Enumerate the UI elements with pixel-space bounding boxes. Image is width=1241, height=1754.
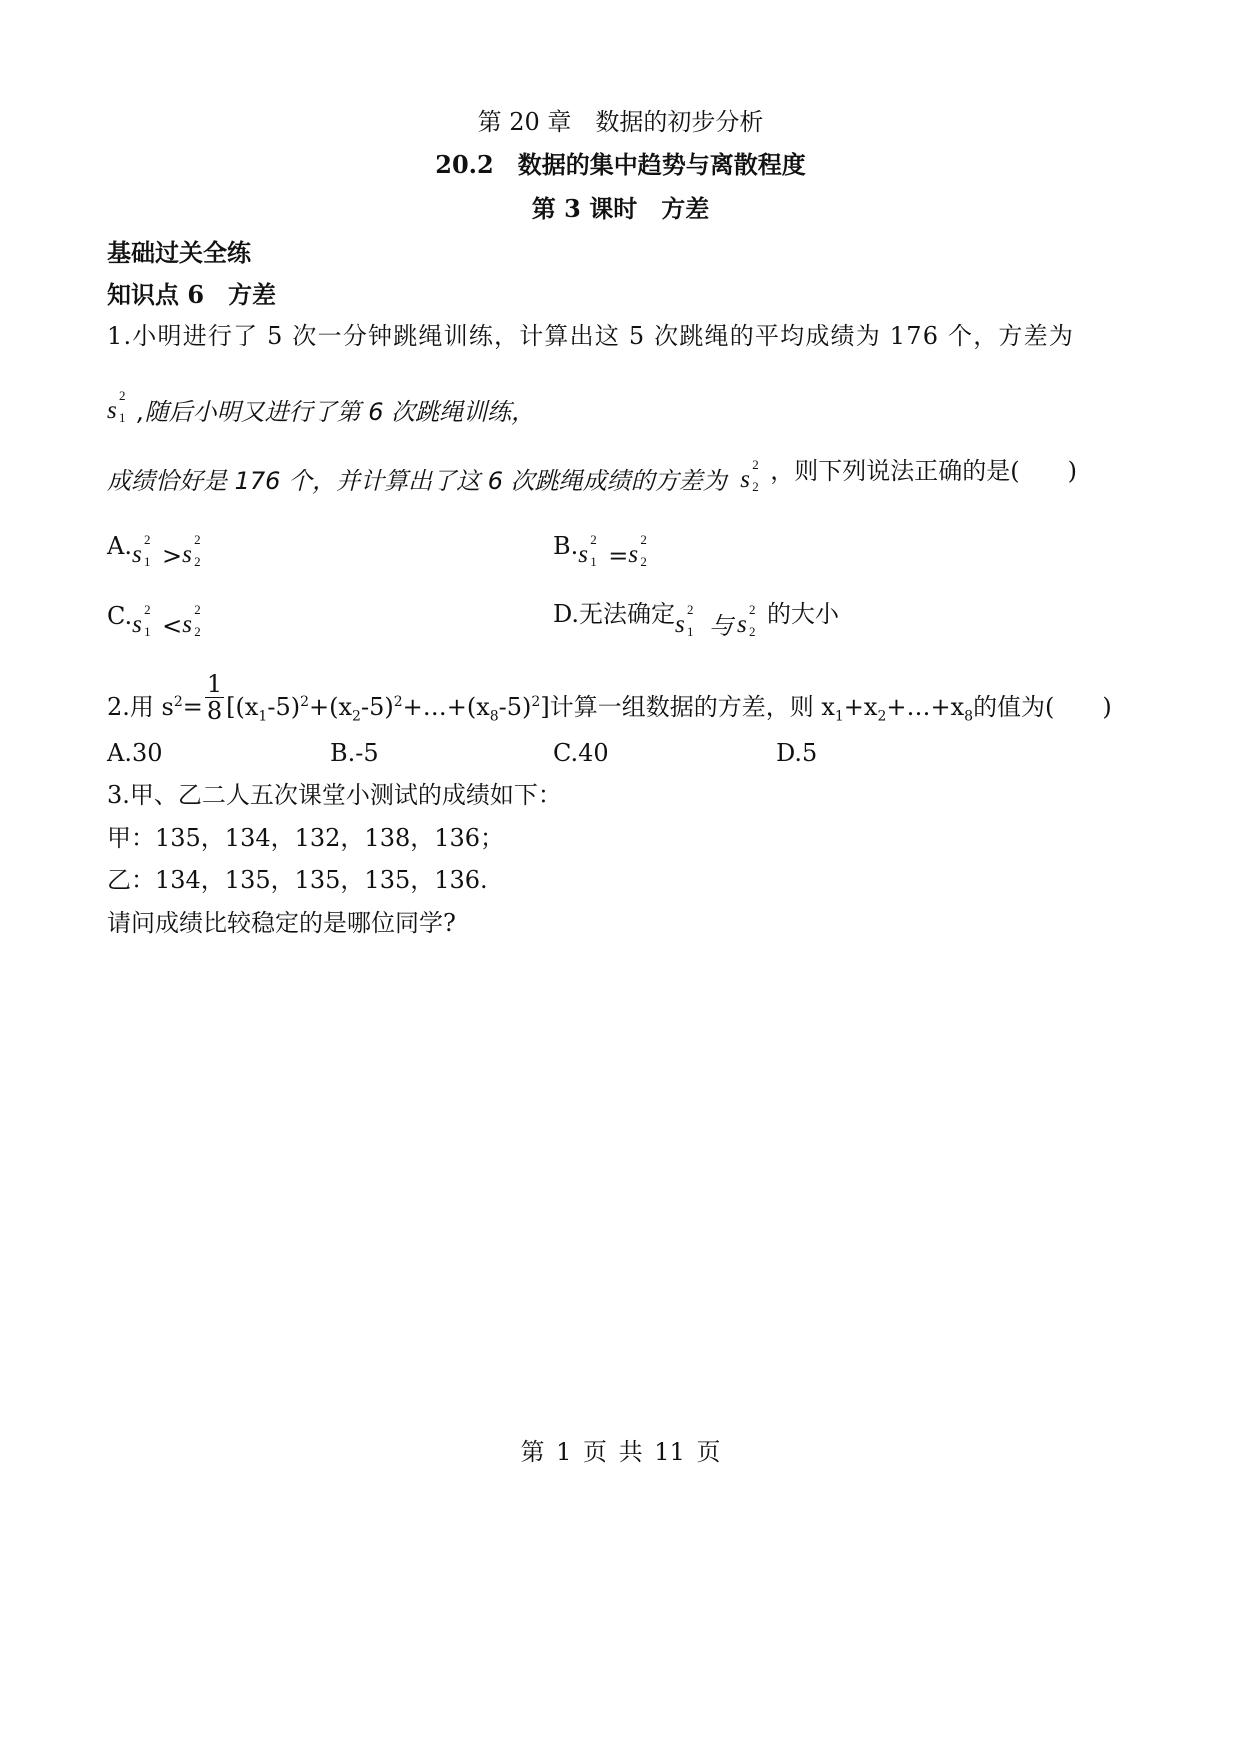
q3-yi-scores: 乙：134，135，135，135，136. [107,866,488,894]
page-footer: 第 1 页 共 11 页 [520,1438,721,1466]
lesson-title: 第 3 课时 方差 [531,194,710,223]
q1-line1: 1.小明进行了 5 次一分钟跳绳训练，计算出这 5 次跳绳的平均成绩为 176 个，方差为 [107,322,1075,350]
q1-line2: s 2 1 ,随后小明又进行了第 6 次跳绳训练， [107,388,536,426]
q2-option-d[interactable]: D.5 [776,739,818,767]
q2-option-a[interactable]: A.30 [107,739,163,767]
q3-question: 请问成绩比较稳定的是哪位同学? [107,909,456,937]
q1-option-c[interactable]: C. s 2 1 < s 2 2 [107,602,201,640]
section-title: 20.2 数据的集中趋势与离散程度 [435,150,806,179]
s2-squared: s 2 2 [740,457,759,494]
q1-line3: 成绩恰好是 176 个，并计算出了这 6 次跳绳成绩的方差为 s 2 2 ，则下列说法正确的是( ) [107,457,1077,495]
fraction-one-eighth: $\frac{1}{8}$ [206,670,223,726]
q3-jia-scores: 甲：135，134，132，138，136； [107,824,505,852]
q2-option-c[interactable]: C.40 [553,739,609,767]
chapter-title: 第 20 章 数据的初步分析 [477,108,764,136]
knowledge-point-title: 知识点 6 方差 [107,280,277,309]
q1-option-b[interactable]: B. s 2 1 = s 2 2 [553,532,647,570]
s1-squared: s 2 1 [107,388,126,425]
practice-title: 基础过关全练 [107,238,251,267]
q2-stem: 2.用 $s^2=$ $\frac{1}{8}$ $[(x_1-5)^2+(x_2-5)^2+\dots+(x_8-5)^2]$计算一组数据的方差，则 $x_1+x_2+\dots+x_8$的值为( ) [107,670,1112,726]
q1-option-d[interactable]: D.无法确定 s 2 1 与 s 2 2 的大小 [553,600,840,640]
q2-option-b[interactable]: B.-5 [330,739,379,767]
q1-option-a[interactable]: A. s 2 1 > s 2 2 [107,532,201,570]
q3-stem: 3.甲、乙二人五次课堂小测试的成绩如下： [107,781,562,809]
